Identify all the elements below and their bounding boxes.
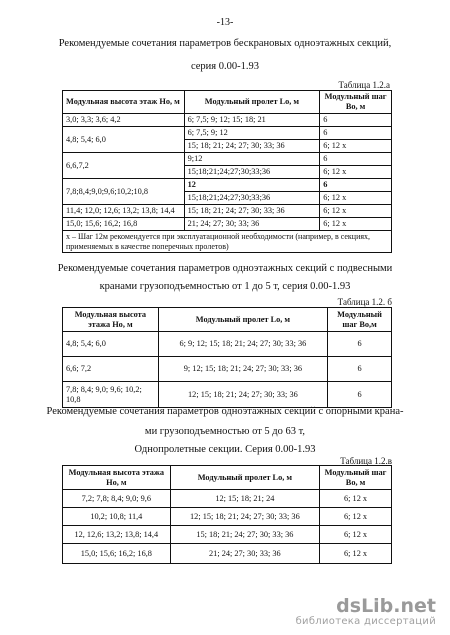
table-header-row (63, 91, 392, 114)
header-step: Модульный шаг Bо, м (320, 466, 392, 490)
cell-height: 4,8; 5,4; 6,0 (63, 127, 185, 153)
cell-span: 6; 9; 12; 15; 18; 21; 24; 27; 30; 33; 36 (158, 332, 327, 357)
table-note: x – Шаг 12м рекомендуется при эксплуатационной необходимости (например, в секциях, применяемых в качестве поперечных пролетов) (63, 231, 392, 253)
table-row (63, 179, 392, 192)
cell-step: 6 (328, 357, 392, 382)
cell-height: 3,0; 3,3; 3,6; 4,2 (63, 114, 185, 127)
cell-span: 21; 24; 27; 30; 33; 36 (184, 218, 320, 231)
table-row (63, 218, 392, 231)
section3-title-line1: Рекомендуемые сочетания параметров одноэтажных секций с опорными крана- (46, 406, 404, 417)
table-row (63, 205, 392, 218)
section3-title-line2: ми грузоподъемностью от 5 до 63 т, (144, 426, 306, 437)
cell-span: 12 (184, 179, 320, 192)
table-row (63, 526, 392, 544)
table-note-row (63, 231, 392, 253)
table-row (63, 382, 392, 408)
section2-title-line1: Рекомендуемые сочетания параметров одноэтажных секций с подвесными (57, 263, 393, 274)
cell-step: 6 (320, 179, 392, 192)
table-row (63, 114, 392, 127)
cell-span: 12; 15; 18; 21; 24 (170, 490, 319, 508)
cell-span: 15;18;21;24;27;30;33;36 (184, 166, 320, 179)
table-row (63, 544, 392, 564)
header-span: Модульный пролет Lо, м (170, 466, 319, 490)
header-height: Модульная высота этажа Hо, м (63, 466, 171, 490)
cell-height: 15,0; 15,6; 16,2; 16,8 (63, 544, 171, 564)
table-row (63, 153, 392, 166)
watermark (296, 596, 436, 627)
table-1-2-b-label: Таблица 1.2. б (337, 297, 392, 307)
cell-step: 6; 12 x (320, 166, 392, 179)
cell-step: 6; 12 x (320, 205, 392, 218)
cell-span: 15; 18; 21; 24; 27; 30; 33; 36 (184, 205, 320, 218)
table-1-2-a (62, 90, 392, 253)
cell-step: 6 (328, 332, 392, 357)
cell-span: 15; 18; 21; 24; 27; 30; 33; 36 (170, 526, 319, 544)
cell-height: 7,2; 7,8; 8,4; 9,0; 9,6 (63, 490, 171, 508)
table-1-2-v-label: Таблица 1.2.в (340, 456, 392, 466)
cell-span: 12; 15; 18; 21; 24; 27; 30; 33; 36 (170, 508, 319, 526)
cell-span: 15; 18; 21; 24; 27; 30; 33; 36 (184, 140, 320, 153)
watermark-subtitle: библиотека диссертаций (295, 616, 436, 627)
cell-step: 6; 12 x (320, 218, 392, 231)
cell-height: 12, 12,6; 13,2; 13,8; 14,4 (63, 526, 171, 544)
header-span: Модульный пролет Lо, м (158, 308, 327, 332)
header-height: Модульная высота этаж Hо, м (63, 91, 185, 114)
table-header-row (63, 308, 392, 332)
table-1-2-b (62, 307, 392, 408)
header-step: Модульный шаг Bо, м (320, 91, 392, 114)
table-row (63, 332, 392, 357)
cell-height: 7,8;8,4;9,0;9,6;10,2;10,8 (63, 179, 185, 205)
cell-step: 6; 12 x (320, 544, 392, 564)
table-row (63, 490, 392, 508)
cell-step: 6 (320, 127, 392, 140)
watermark-logo: dsLib.net (336, 595, 436, 617)
cell-step: 6; 12 x (320, 192, 392, 205)
cell-span: 9; 12; 15; 18; 21; 24; 27; 30; 33; 36 (158, 357, 327, 382)
cell-height: 6,6,7,2 (63, 153, 185, 179)
section1-title-line1: Рекомендуемые сочетания параметров бескрановых одноэтажных секций, (58, 38, 392, 49)
cell-step: 6; 12 x (320, 526, 392, 544)
cell-span: 15;18;21;24;27;30;33;36 (184, 192, 320, 205)
table-row (63, 357, 392, 382)
cell-height: 4,8; 5,4; 6,0 (63, 332, 159, 357)
section3-title-line3: Однопролетные секции. Серия 0.00-1.93 (134, 444, 316, 455)
table-1-2-a-label: Таблица 1.2.а (338, 80, 390, 90)
cell-span: 9;12 (184, 153, 320, 166)
cell-height: 7,8; 8,4; 9,0; 9,6; 10,2; 10,8 (63, 382, 159, 408)
table-row (63, 127, 392, 140)
cell-height: 6,6; 7,2 (63, 357, 159, 382)
table-row (63, 508, 392, 526)
cell-step: 6 (328, 382, 392, 408)
section2-title-line2: кранами грузоподъемностью от 1 до 5 т, серия 0.00-1.93 (99, 281, 351, 292)
cell-step: 6; 12 x (320, 140, 392, 153)
cell-span: 12; 15; 18; 21; 24; 27; 30; 33; 36 (158, 382, 327, 408)
header-step: Модульный шаг Bо,м (328, 308, 392, 332)
cell-span: 21; 24; 27; 30; 33; 36 (170, 544, 319, 564)
table-header-row (63, 466, 392, 490)
header-span: Модульный пролет Lо, м (184, 91, 320, 114)
cell-height: 11,4; 12,0; 12,6; 13,2; 13,8; 14,4 (63, 205, 185, 218)
table-1-2-v (62, 465, 392, 564)
page-number: -13- (216, 17, 234, 28)
cell-span: 6; 7,5; 9; 12 (184, 127, 320, 140)
section1-title-line2: серия 0.00-1.93 (190, 61, 260, 72)
cell-height: 10,2; 10,8; 11,4 (63, 508, 171, 526)
cell-span: 6; 7,5; 9; 12; 15; 18; 21 (184, 114, 320, 127)
cell-step: 6 (320, 114, 392, 127)
cell-step: 6; 12 x (320, 508, 392, 526)
cell-step: 6; 12 x (320, 490, 392, 508)
cell-height: 15,0; 15,6; 16,2; 16,8 (63, 218, 185, 231)
cell-step: 6 (320, 153, 392, 166)
header-height: Модульная высота этажа Hо, м (63, 308, 159, 332)
